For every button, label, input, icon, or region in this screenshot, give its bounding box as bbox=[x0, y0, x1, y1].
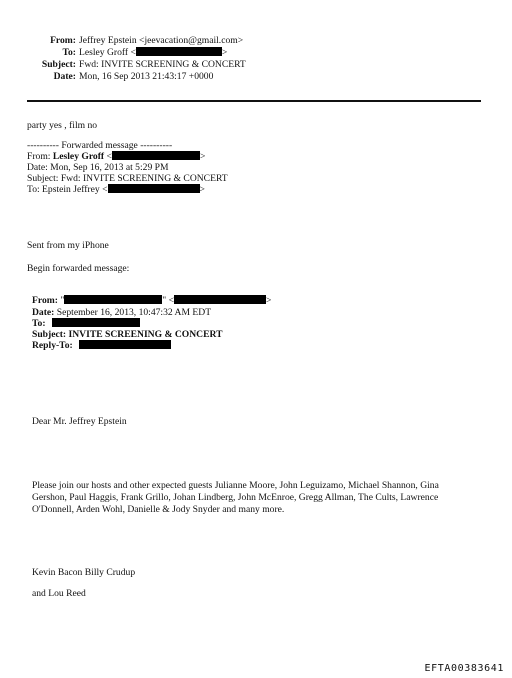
header-subject-label: Subject: bbox=[41, 59, 76, 70]
letter-salutation: Dear Mr. Jeffrey Epstein bbox=[32, 416, 127, 427]
redaction-block bbox=[136, 47, 222, 56]
letter-invite-paragraph: Please join our hosts and other expected guests Julianne Moore, John Leguizamo, Michael Shannon, Gina Gershon, Paul Haggis, Frank Grillo, Johan Lindberg, John McEnroe, Gregg Allman, The Cults, Lawrence O'Donnell, Arden Wohl, Danielle & Jody Snyder and many more. bbox=[32, 480, 439, 515]
forward-from-name: Lesley Groff bbox=[52, 151, 105, 162]
redaction-block bbox=[174, 295, 266, 304]
inner-to-row bbox=[32, 318, 140, 330]
forward-from-close: > bbox=[199, 151, 206, 162]
letter-hosts-line1: Kevin Bacon Billy Crudup bbox=[32, 567, 136, 578]
header-to-value: Lesley Groff < bbox=[79, 47, 136, 58]
header-to-label: To: bbox=[62, 47, 76, 58]
inner-to-label: To: bbox=[32, 318, 46, 329]
redaction-block bbox=[64, 295, 162, 304]
forward-to-row bbox=[27, 184, 205, 196]
inner-replyto-label: Reply-To: bbox=[32, 340, 73, 351]
forward-from-label: From: bbox=[27, 151, 51, 162]
inner-from-label: From: bbox=[32, 295, 58, 306]
forward-separator: ---------- Forwarded message ---------- bbox=[27, 140, 173, 151]
header-subject-row bbox=[0, 59, 246, 71]
forward-to-close: > bbox=[199, 184, 205, 195]
inner-from-quote-close: " < bbox=[162, 295, 174, 306]
header-from-value: Jeffrey Epstein <jeevacation@gmail.com> bbox=[79, 35, 244, 46]
inner-subject-value: INVITE SCREENING & CONCERT bbox=[68, 329, 223, 340]
inner-date-label: Date: bbox=[32, 307, 55, 318]
reply-text: party yes , film no bbox=[27, 120, 98, 131]
forward-from-open: < bbox=[106, 151, 112, 162]
header-to-end: > bbox=[221, 47, 228, 58]
header-date-value: Mon, 16 Sep 2013 21:43:17 +0000 bbox=[79, 71, 214, 82]
begin-forwarded-line: Begin forwarded message: bbox=[27, 263, 130, 274]
inner-date-value: September 16, 2013, 10:47:32 AM EDT bbox=[56, 307, 212, 318]
header-subject-value: Fwd: INVITE SCREENING & CONCERT bbox=[79, 59, 246, 70]
header-to-row bbox=[0, 47, 227, 59]
sent-from-line: Sent from my iPhone bbox=[27, 240, 109, 251]
header-from-row bbox=[0, 35, 243, 47]
redaction-block bbox=[79, 340, 171, 349]
header-date-row bbox=[0, 71, 213, 83]
inner-from-quote-open: " bbox=[60, 295, 65, 306]
redaction-block bbox=[108, 184, 200, 193]
inner-from-close: > bbox=[266, 295, 272, 306]
inner-replyto-row bbox=[32, 340, 171, 352]
letter-hosts-line2: and Lou Reed bbox=[32, 588, 86, 599]
header-divider bbox=[27, 100, 481, 102]
forward-date: Date: Mon, Sep 16, 2013 at 5:29 PM bbox=[27, 162, 169, 173]
header-date-label: Date: bbox=[53, 71, 76, 82]
inner-subject-label: Subject: bbox=[32, 329, 67, 340]
inner-date-row bbox=[32, 307, 211, 319]
forward-from-row bbox=[27, 151, 205, 163]
header-from-label: From: bbox=[50, 35, 76, 46]
forward-to-value: To: Epstein Jeffrey < bbox=[27, 184, 108, 195]
redaction-block bbox=[112, 151, 200, 160]
redaction-block bbox=[52, 318, 140, 327]
forward-subject: Subject: Fwd: INVITE SCREENING & CONCERT bbox=[27, 173, 228, 184]
inner-subject-row bbox=[32, 329, 223, 341]
document-id: EFTA00383641 bbox=[424, 663, 504, 674]
inner-from-row bbox=[32, 295, 271, 307]
